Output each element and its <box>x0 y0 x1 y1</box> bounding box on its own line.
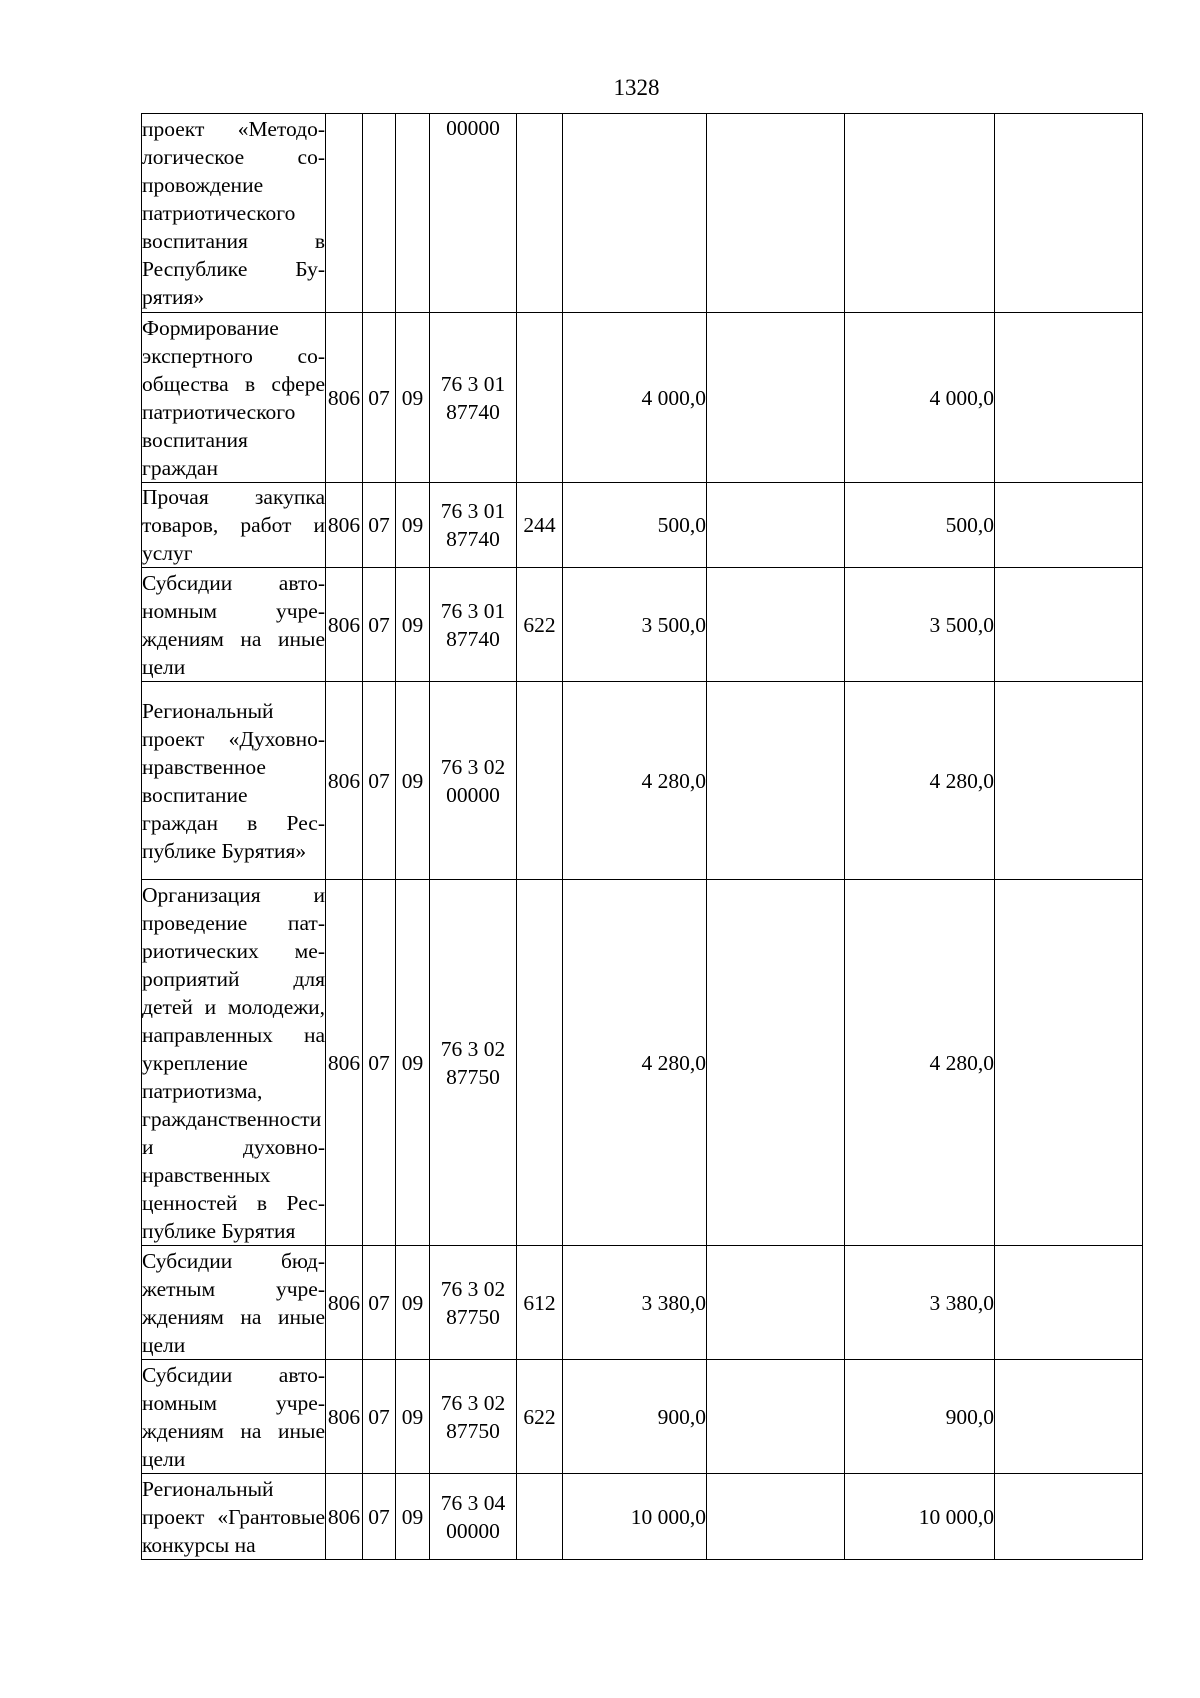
pr-code: 09 <box>396 1246 430 1360</box>
rz-code: 07 <box>363 1474 396 1560</box>
csr-code-line1: 76 3 02 <box>440 1390 506 1415</box>
row-name: Субсидии автономным учреждениям на иные цели <box>142 568 326 682</box>
page-number: 1328 <box>613 75 660 100</box>
pr-code: 09 <box>396 1474 430 1560</box>
ved-code: 806 <box>326 313 363 483</box>
amount-2 <box>707 682 845 880</box>
amount-2 <box>707 1360 845 1474</box>
csr-code-line1: 76 3 01 <box>440 598 506 623</box>
vr-code <box>517 114 563 313</box>
pr-code: 09 <box>396 483 430 568</box>
amount-3: 10 000,0 <box>845 1474 995 1560</box>
csr-code-line1: 76 3 02 <box>440 754 506 779</box>
amount-1: 500,0 <box>563 483 707 568</box>
vr-code <box>517 880 563 1246</box>
csr-code-line2: 87740 <box>446 399 500 424</box>
table-row <box>142 682 1143 880</box>
vr-code <box>517 313 563 483</box>
vr-code <box>517 1474 563 1560</box>
pr-code <box>396 114 430 313</box>
amount-2 <box>707 880 845 1246</box>
rz-code: 07 <box>363 568 396 682</box>
rz-code: 07 <box>363 682 396 880</box>
amount-1: 4 280,0 <box>563 880 707 1246</box>
amount-1: 900,0 <box>563 1360 707 1474</box>
vr-code: 622 <box>517 1360 563 1474</box>
table-row <box>142 568 1143 682</box>
budget-table <box>141 113 1143 1560</box>
table-row <box>142 880 1143 1246</box>
csr-code <box>430 313 517 483</box>
table-row <box>142 1474 1143 1560</box>
vr-code <box>517 682 563 880</box>
csr-code-line1: 76 3 01 <box>440 371 506 396</box>
pr-code: 09 <box>396 880 430 1246</box>
amount-2 <box>707 114 845 313</box>
vr-code: 244 <box>517 483 563 568</box>
table-row <box>142 1246 1143 1360</box>
row-name: проект «Методологическое сопровождение патриотического воспитания в Республике Бурятия» <box>142 114 326 313</box>
rz-code: 07 <box>363 1246 396 1360</box>
row-name: Региональный проект «Духовно-нравственное воспитание граждан в Республике Бурятия» <box>142 682 326 880</box>
amount-4 <box>995 1246 1143 1360</box>
amount-3: 4 000,0 <box>845 313 995 483</box>
ved-code: 806 <box>326 880 363 1246</box>
csr-code-line1: 76 3 02 <box>440 1276 506 1301</box>
amount-3: 3 500,0 <box>845 568 995 682</box>
amount-4 <box>995 114 1143 313</box>
csr-code <box>430 114 517 313</box>
csr-code <box>430 483 517 568</box>
csr-code-line2: 87740 <box>446 527 500 551</box>
row-name: Формирование экспертного сообщества в сфере патриотического воспитания граждан <box>142 313 326 483</box>
amount-3: 900,0 <box>845 1360 995 1474</box>
row-name: Организация и проведение патриотических мероприятий для детей и молодежи, направленных на укрепление патриотизма, гражданственности и духовнонравственных ценностей в Республике Бурятия <box>142 880 326 1246</box>
csr-code-line1: 00000 <box>446 116 500 140</box>
table-row <box>142 483 1143 568</box>
amount-4 <box>995 682 1143 880</box>
csr-code-line1: 76 3 04 <box>440 1490 506 1515</box>
amount-2 <box>707 568 845 682</box>
amount-4 <box>995 1474 1143 1560</box>
amount-4 <box>995 1360 1143 1474</box>
row-name: Субсидии бюджетным учреждениям на иные цели <box>142 1246 326 1360</box>
amount-2 <box>707 1474 845 1560</box>
rz-code: 07 <box>363 880 396 1246</box>
amount-3: 3 380,0 <box>845 1246 995 1360</box>
amount-3 <box>845 114 995 313</box>
amount-2 <box>707 483 845 568</box>
ved-code: 806 <box>326 568 363 682</box>
csr-code-line2: 87750 <box>446 1418 500 1443</box>
row-name: Региональный проект «Грантовые конкурсы на <box>142 1474 326 1560</box>
csr-code <box>430 1246 517 1360</box>
vr-code: 612 <box>517 1246 563 1360</box>
ved-code: 806 <box>326 682 363 880</box>
table-row <box>142 313 1143 483</box>
csr-code <box>430 880 517 1246</box>
ved-code <box>326 114 363 313</box>
pr-code: 09 <box>396 568 430 682</box>
csr-code-line2: 00000 <box>446 782 500 807</box>
row-name: Субсидии автономным учреждениям на иные цели <box>142 1360 326 1474</box>
ved-code: 806 <box>326 1474 363 1560</box>
csr-code <box>430 682 517 880</box>
row-name: Прочая закупка товаров, работ и услуг <box>142 483 326 568</box>
table-row <box>142 1360 1143 1474</box>
ved-code: 806 <box>326 483 363 568</box>
csr-code <box>430 1360 517 1474</box>
csr-code-line2: 87740 <box>446 626 500 651</box>
vr-code: 622 <box>517 568 563 682</box>
amount-4 <box>995 313 1143 483</box>
rz-code: 07 <box>363 313 396 483</box>
amount-3: 4 280,0 <box>845 880 995 1246</box>
ved-code: 806 <box>326 1246 363 1360</box>
amount-2 <box>707 313 845 483</box>
table-row <box>142 114 1143 313</box>
amount-1: 4 000,0 <box>563 313 707 483</box>
amount-1: 3 380,0 <box>563 1246 707 1360</box>
pr-code: 09 <box>396 1360 430 1474</box>
rz-code <box>363 114 396 313</box>
csr-code <box>430 568 517 682</box>
amount-4 <box>995 483 1143 568</box>
amount-1: 3 500,0 <box>563 568 707 682</box>
rz-code: 07 <box>363 483 396 568</box>
ved-code: 806 <box>326 1360 363 1474</box>
csr-code-line1: 76 3 02 <box>440 1036 506 1061</box>
csr-code-line1: 76 3 01 <box>440 499 506 523</box>
csr-code-line2: 87750 <box>446 1304 500 1329</box>
pr-code: 09 <box>396 313 430 483</box>
rz-code: 07 <box>363 1360 396 1474</box>
amount-1 <box>563 114 707 313</box>
amount-1: 4 280,0 <box>563 682 707 880</box>
csr-code-line2: 00000 <box>446 1518 500 1543</box>
amount-2 <box>707 1246 845 1360</box>
csr-code-line2: 87750 <box>446 1064 500 1089</box>
pr-code: 09 <box>396 682 430 880</box>
amount-3: 500,0 <box>845 483 995 568</box>
csr-code <box>430 1474 517 1560</box>
amount-4 <box>995 880 1143 1246</box>
amount-3: 4 280,0 <box>845 682 995 880</box>
amount-1: 10 000,0 <box>563 1474 707 1560</box>
amount-4 <box>995 568 1143 682</box>
